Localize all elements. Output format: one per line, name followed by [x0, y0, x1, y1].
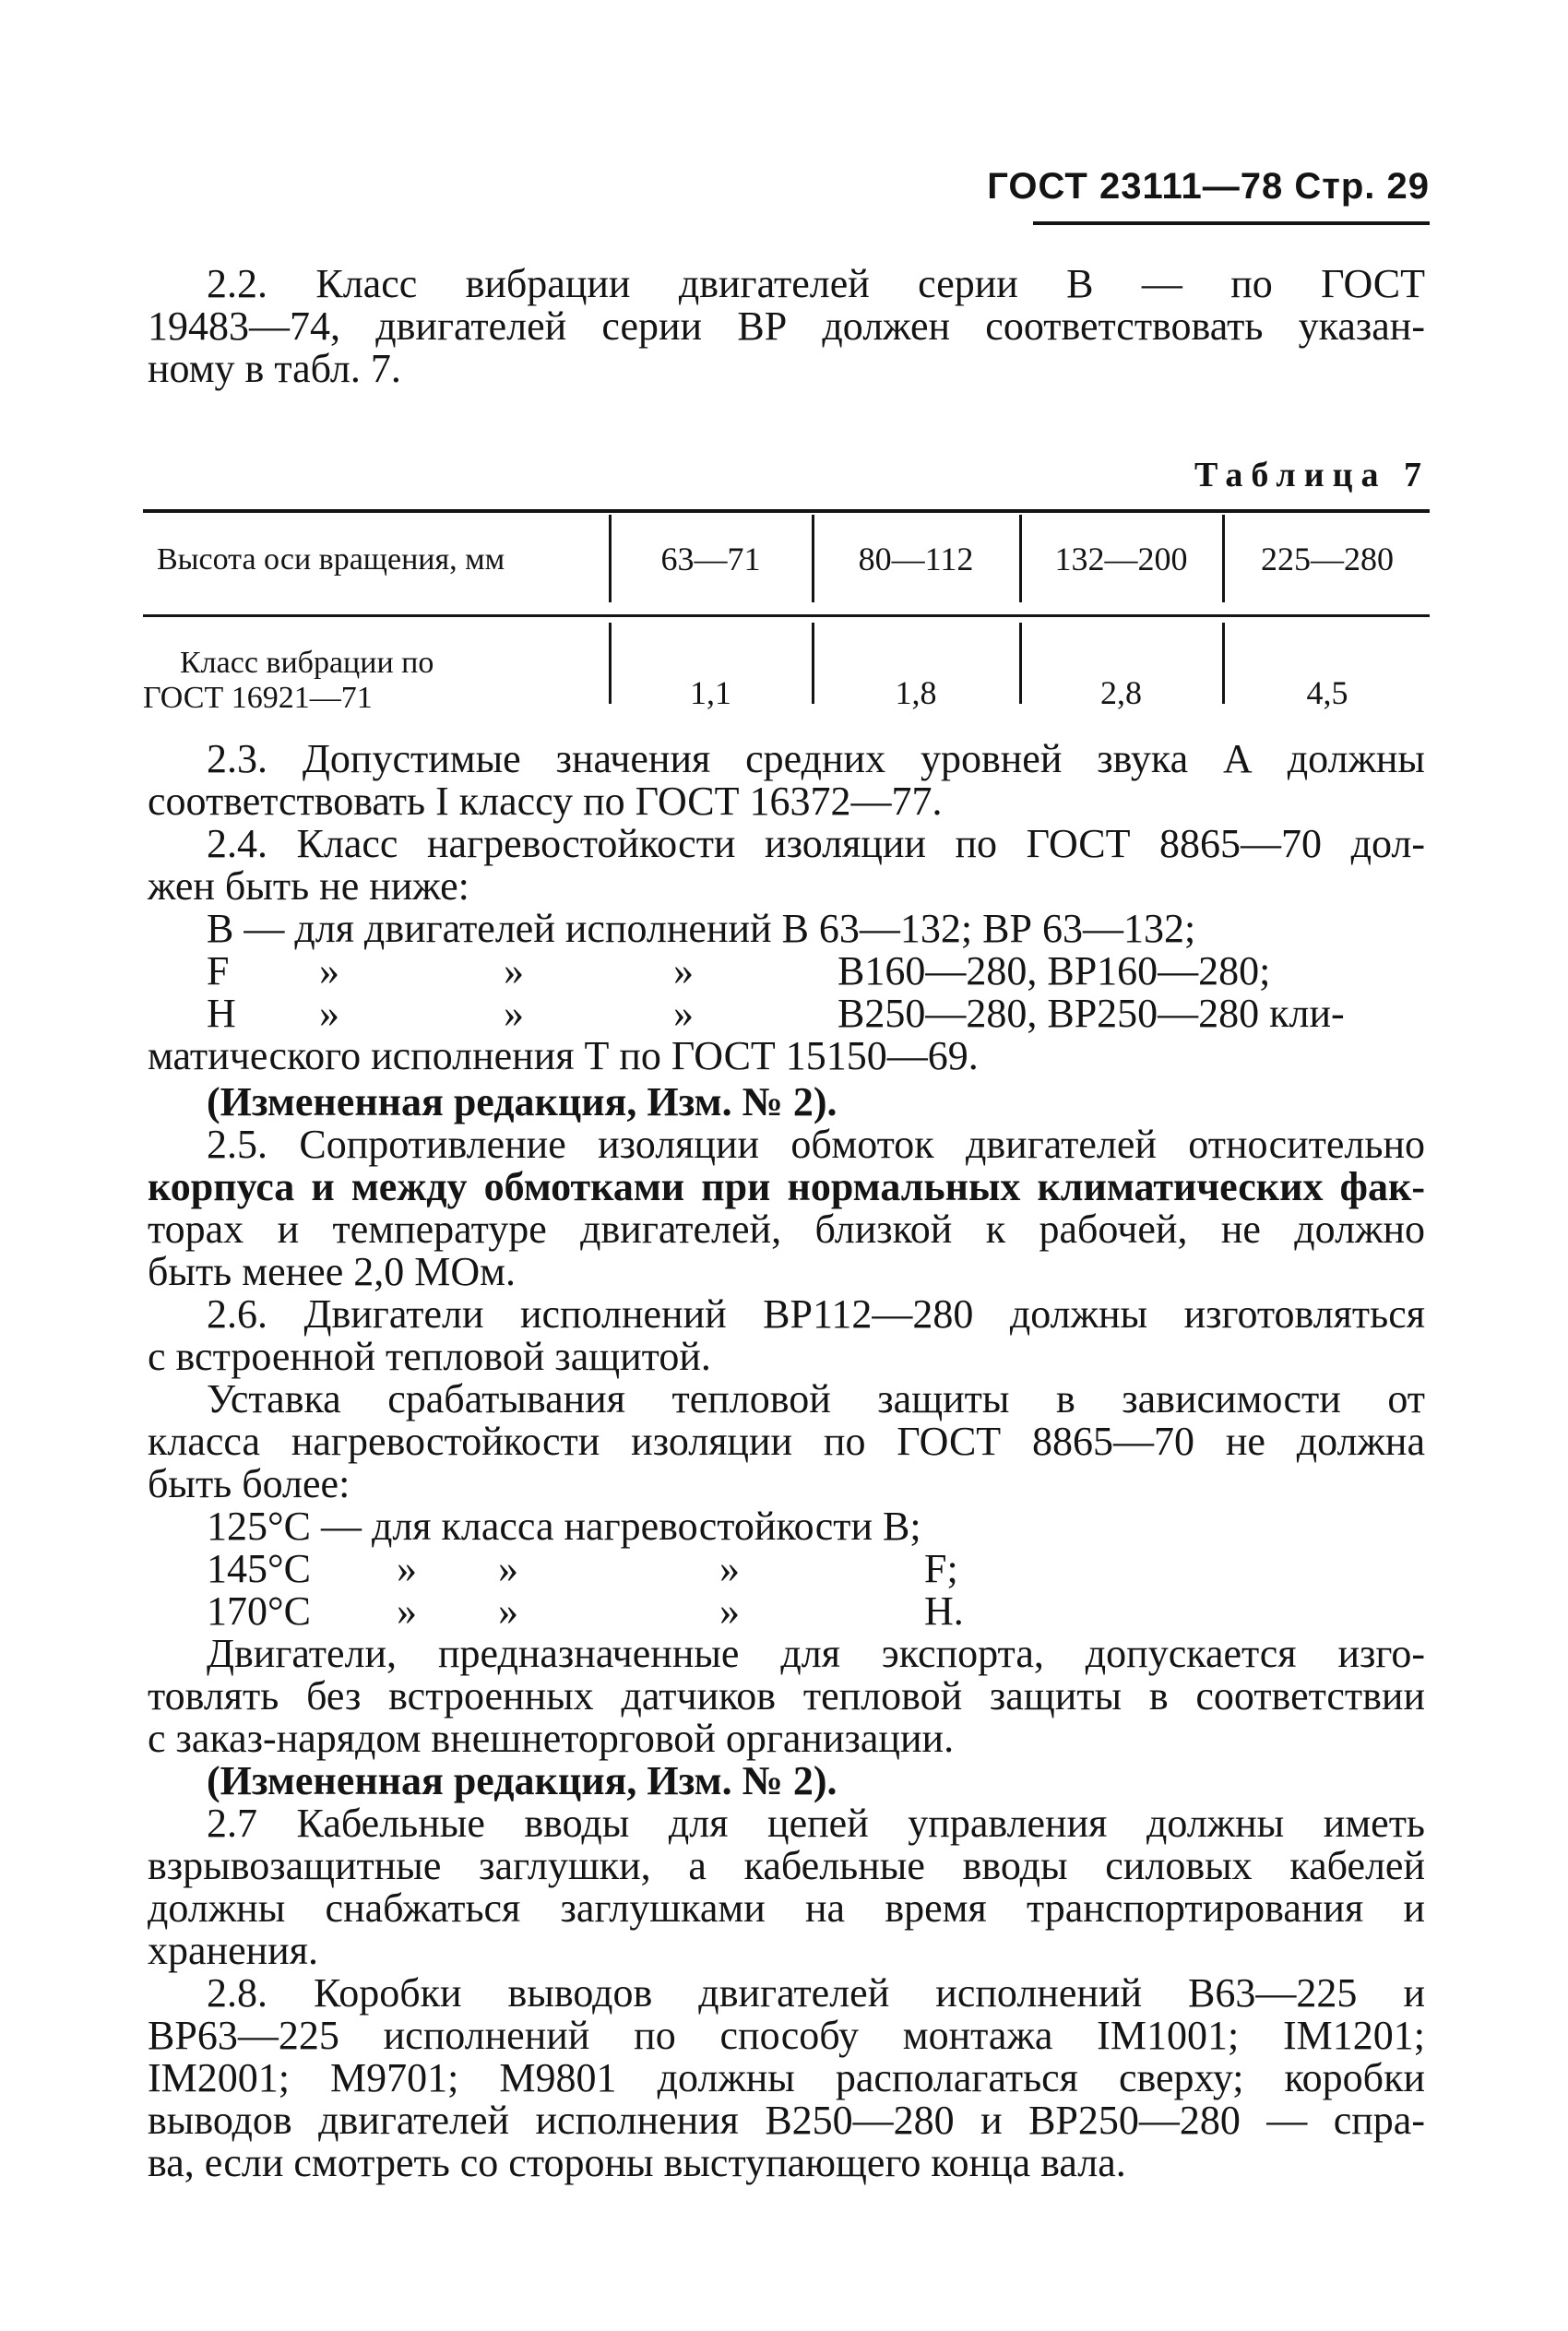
- text-line: хранения.: [148, 1928, 318, 1973]
- text-line: 2.2. Класс вибрации двигателей серии В — по ГОСТ: [207, 261, 1425, 306]
- table-cell: 1,8: [895, 674, 937, 711]
- text-line: 2.3. Допустимые значения средних уровней звука А должны: [207, 736, 1425, 781]
- text-line: класса нагревостойкости изоляции по ГОСТ 8865—70 не должна: [148, 1419, 1425, 1464]
- text-line: IM2001; М9701; М9801 должны располагаться сверху; коробки: [148, 2055, 1425, 2100]
- text-line: соответствовать I классу по ГОСТ 16372—77.: [148, 779, 943, 824]
- text-line: с встроенной тепловой защитой.: [148, 1334, 711, 1379]
- ditto-mark: »: [504, 948, 524, 993]
- text-line: быть более:: [148, 1461, 350, 1506]
- text-line: матического исполнения Т по ГОСТ 15150—69.: [148, 1033, 979, 1078]
- text-line: Уставка срабатывания тепловой защиты в зависимости от: [207, 1376, 1425, 1421]
- table-row-label: Высота оси вращения, мм: [157, 542, 505, 577]
- temperature-value: 170°С: [207, 1588, 311, 1634]
- amendment-note: (Измененная редакция, Изм. № 2).: [207, 1079, 837, 1124]
- table-row-label: ГОСТ 16921—71: [143, 681, 373, 715]
- table-header-cell: 132—200: [1054, 541, 1188, 577]
- ditto-mark: »: [719, 1546, 740, 1591]
- text-line: жен быть не ниже:: [148, 863, 469, 909]
- table-row-label: Класс вибрации по: [180, 646, 434, 680]
- text-line: 19483—74, двигателей серии ВР должен соответствовать указан-: [148, 303, 1425, 349]
- ditto-mark: »: [719, 1588, 740, 1634]
- ditto-mark: »: [397, 1546, 417, 1591]
- insulation-class-row: [148, 950, 1425, 993]
- paragraph-2-2: [148, 263, 1425, 390]
- body-text: [148, 738, 1425, 2184]
- text-line: ВР63—225 исполнений по способу монтажа IM1001; IM1201;: [148, 2013, 1425, 2058]
- text-line: быть менее 2,0 МОм.: [148, 1249, 516, 1294]
- text-line: 2.4. Класс нагревостойкости изоляции по ГОСТ 8865—70 дол-: [207, 821, 1425, 866]
- table-header-cell: 63—71: [660, 541, 761, 577]
- text-line: 125°С — для класса нагревостойкости В;: [207, 1504, 921, 1549]
- insulation-class-row: [148, 993, 1425, 1035]
- table-header-cell: 225—280: [1261, 541, 1394, 577]
- text-line: должны снабжаться заглушками на время транспортирования и: [148, 1885, 1425, 1931]
- ditto-mark: »: [319, 991, 339, 1036]
- text-line: В250—280, ВР250—280 кли-: [837, 991, 1345, 1036]
- text-line: 2.5. Сопротивление изоляции обмоток двигателей относительно: [207, 1122, 1425, 1167]
- text-line: В160—280, ВР160—280;: [837, 948, 1271, 993]
- page-header: ГОСТ 23111—78 Стр. 29: [987, 166, 1430, 207]
- text-line: с заказ-нарядом внешнеторговой организации.: [148, 1716, 955, 1761]
- temperature-row: [148, 1548, 1425, 1590]
- text-line: выводов двигателей исполнения В250—280 и ВР250—280 — спра-: [148, 2098, 1425, 2143]
- table-header-cell: 80—112: [858, 541, 974, 577]
- header-rule: [1033, 221, 1430, 225]
- ditto-mark: »: [504, 991, 524, 1036]
- text-line: 2.6. Двигатели исполнений ВР112—280 должны изготовляться: [207, 1291, 1425, 1337]
- table-cell: 4,5: [1306, 674, 1348, 711]
- text-line: торах и температуре двигателей, близкой к рабочей, не должно: [148, 1207, 1425, 1252]
- ditto-mark: »: [319, 948, 339, 993]
- text-line: В — для двигателей исполнений В 63—132; ВР 63—132;: [207, 906, 1196, 951]
- text-line: Двигатели, предназначенные для экспорта, допускается изго-: [207, 1631, 1425, 1676]
- ditto-mark: »: [498, 1588, 518, 1634]
- table-cell: 2,8: [1100, 674, 1142, 711]
- table-top-rule: [143, 509, 1430, 513]
- class-letter: Н.: [924, 1588, 964, 1634]
- text-line: ному в табл. 7.: [148, 346, 401, 391]
- ditto-mark: »: [673, 948, 694, 993]
- text-line: 2.8. Коробки выводов двигателей исполнений В63—225 и: [207, 1970, 1425, 2016]
- text-line: ва, если смотреть со стороны выступающего конца вала.: [148, 2140, 1126, 2185]
- ditto-mark: »: [498, 1546, 518, 1591]
- text-line: взрывозащитные заглушки, а кабельные вводы силовых кабелей: [148, 1843, 1425, 1888]
- temperature-row: [148, 1590, 1425, 1633]
- text-line: корпуса и между обмотками при нормальных климатических фак-: [148, 1164, 1425, 1209]
- ditto-mark: »: [397, 1588, 417, 1634]
- text-line: товлять без встроенных датчиков тепловой защиты в соответствии: [148, 1673, 1425, 1719]
- text-line: 2.7 Кабельные вводы для цепей управления должны иметь: [207, 1801, 1425, 1846]
- class-letter: Н: [207, 991, 236, 1036]
- table-cell: 1,1: [690, 674, 731, 711]
- class-letter: F;: [924, 1546, 958, 1591]
- ditto-mark: »: [673, 991, 694, 1036]
- class-letter: F: [207, 948, 230, 993]
- amendment-note: (Измененная редакция, Изм. № 2).: [207, 1758, 837, 1803]
- temperature-value: 145°С: [207, 1546, 311, 1591]
- table-caption: Таблица 7: [1194, 456, 1430, 494]
- table-middle-rule: [143, 614, 1430, 617]
